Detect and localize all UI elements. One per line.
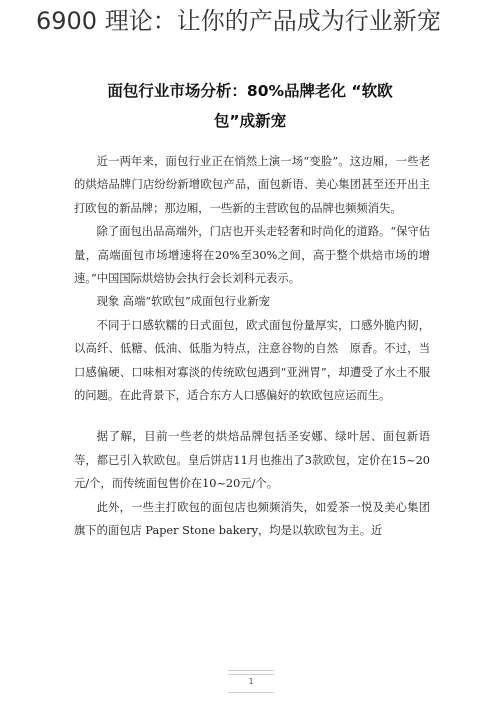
document-title-line-1: 面包行业市场分析：80%品牌老化 “软欧 [107, 82, 393, 100]
paragraph-description: 不同于口感软糯的日式面包，欧式面包份量厚实，口感外脆内韧，以高纤、低糖、低油、低脂为特点，注意谷物的自然 原香。不过，当口感偏硬、口味相对寡淡的传统欧包遇到“亚洲胃”，却遭受了水土不服的问题。在此背景下，适合东方人口感偏好的软欧包应运而生。 [74, 318, 430, 403]
paragraph-brands: 据了解，目前一些老的烘焙品牌包括圣安娜、绿叶居、面包新语等，都已引入软欧包。皇后饼店11月也推出了3款欧包，定价在15~20元/个，而传统面包售价在10~20元/个。 [74, 430, 430, 491]
section-heading: 现象 高端“软欧包”成面包行业新宠 [96, 295, 270, 309]
paragraph-intro: 近一两年来，面包行业正在悄然上演一场“变脸”。这边厢，一些老的烘焙品牌门店纷纷新增欧包产品，面包新语、美心集团甚至还开出主打欧包的新品牌；那边厢，一些新的主营欧包的品牌也频频消失。 [74, 155, 430, 215]
footer-divider [228, 670, 274, 671]
paragraph-stores: 此外，一些主打欧包的面包店也频频消失，如爱茶一悦及美心集团旗下的面包店 Paper Stone bakery，均是以软欧包为主。近 [74, 500, 430, 538]
paragraph-high-end: 除了面包出品高端外，门店也开头走轻奢和时尚化的道路。“保守估量，高端面包市场增速将在20%至30%之间，高于整个烘焙市场的增速。”中国国际烘焙协会执行会长刘科元表示。 [74, 225, 430, 286]
footer-divider [228, 692, 274, 693]
document-title-line-2: 包”成新宠 [213, 112, 287, 130]
page-header-title: 6900 理论：让你的产品成为行业新宠 [36, 7, 441, 35]
page-number: 1 [248, 677, 254, 686]
document-body [74, 150, 430, 543]
page-footer [228, 666, 274, 696]
